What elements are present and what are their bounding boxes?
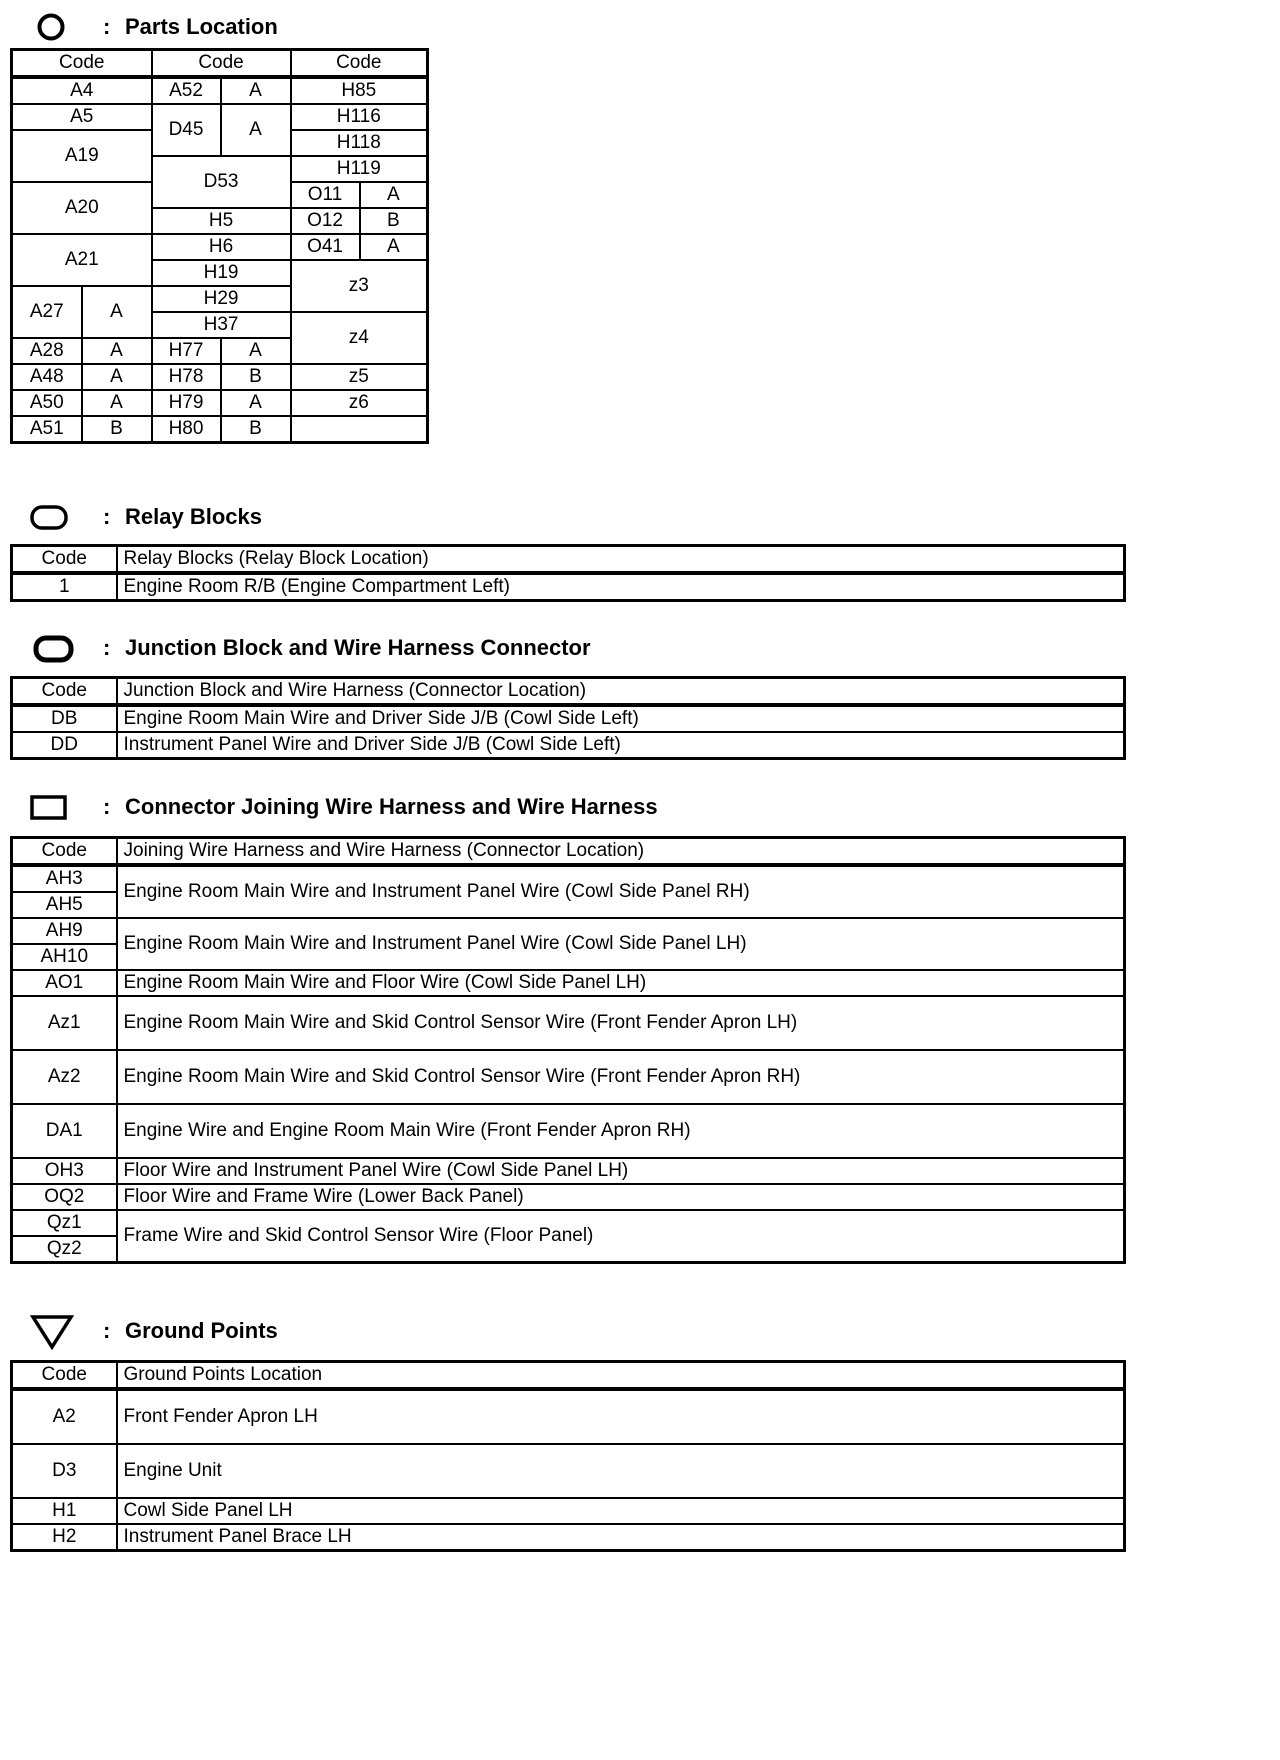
code-cell: H79 — [152, 390, 221, 416]
code-cell: Qz2 — [12, 1236, 117, 1263]
code-cell: H6 — [152, 234, 291, 260]
table-row — [12, 1498, 1125, 1524]
suffix-cell: A — [82, 390, 152, 416]
square-icon — [30, 794, 70, 822]
ground-points-header — [0, 1316, 600, 1346]
junction-block-header — [0, 633, 700, 663]
table-row — [12, 1389, 1125, 1444]
code-cell: A28 — [12, 338, 82, 364]
code-cell: A27 — [12, 286, 82, 338]
code-cell: AH10 — [12, 944, 117, 970]
section-title: Parts Location — [125, 14, 278, 39]
code-cell: DA1 — [12, 1104, 117, 1158]
suffix-cell: A — [221, 390, 291, 416]
relay-blocks-table — [10, 544, 1126, 602]
code-cell: DD — [12, 732, 117, 759]
table-row — [12, 865, 1125, 892]
code-cell: A50 — [12, 390, 82, 416]
code-cell: A51 — [12, 416, 82, 443]
header-cell: Code — [12, 546, 117, 574]
desc-cell: Cowl Side Panel LH — [117, 1498, 1125, 1524]
desc-cell: Engine Room Main Wire and Floor Wire (Cowl Side Panel LH) — [117, 970, 1125, 996]
triangle-down-icon — [30, 1314, 74, 1350]
relay-blocks-header — [0, 502, 600, 532]
section-colon: : — [103, 504, 111, 529]
table-row — [12, 1104, 1125, 1158]
desc-cell: Engine Room Main Wire and Skid Control Sensor Wire (Front Fender Apron RH) — [117, 1050, 1125, 1104]
section-title: Relay Blocks — [125, 504, 262, 529]
code-cell: D45 — [152, 104, 221, 156]
code-cell: A5 — [12, 104, 152, 130]
joining-connector-table — [10, 836, 1126, 1264]
header-cell: Code — [12, 838, 117, 866]
code-cell: A19 — [12, 130, 152, 182]
section-title: Ground Points — [125, 1318, 278, 1343]
table-row — [12, 1444, 1125, 1498]
desc-cell: Engine Wire and Engine Room Main Wire (Front Fender Apron RH) — [117, 1104, 1125, 1158]
section-colon: : — [103, 1318, 111, 1343]
desc-cell: Instrument Panel Wire and Driver Side J/B (Cowl Side Left) — [117, 732, 1125, 759]
suffix-cell: B — [221, 364, 291, 390]
desc-cell: Frame Wire and Skid Control Sensor Wire (Floor Panel) — [117, 1210, 1125, 1263]
code-cell: z5 — [291, 364, 428, 390]
suffix-cell: B — [221, 416, 291, 443]
desc-cell: Engine Room Main Wire and Driver Side J/B (Cowl Side Left) — [117, 705, 1125, 732]
code-cell: H85 — [291, 77, 428, 104]
code-cell: H78 — [152, 364, 221, 390]
code-cell: H37 — [152, 312, 291, 338]
code-cell: O12 — [291, 208, 360, 234]
suffix-cell: A — [221, 77, 291, 104]
header-cell: Code — [152, 50, 291, 78]
empty-cell — [291, 416, 428, 443]
suffix-cell: B — [82, 416, 152, 443]
desc-cell: Instrument Panel Brace LH — [117, 1524, 1125, 1551]
code-cell: Az2 — [12, 1050, 117, 1104]
code-cell: OQ2 — [12, 1184, 117, 1210]
suffix-cell: A — [82, 364, 152, 390]
code-cell: A20 — [12, 182, 152, 234]
header-cell: Joining Wire Harness and Wire Harness (Connector Location) — [117, 838, 1125, 866]
code-cell: H1 — [12, 1498, 117, 1524]
desc-cell: Engine Room R/B (Engine Compartment Left) — [117, 573, 1125, 601]
section-colon: : — [103, 14, 111, 39]
desc-cell: Engine Unit — [117, 1444, 1125, 1498]
table-row — [12, 1210, 1125, 1236]
header-cell: Junction Block and Wire Harness (Connector Location) — [117, 678, 1125, 706]
code-cell: D3 — [12, 1444, 117, 1498]
desc-cell: Engine Room Main Wire and Instrument Panel Wire (Cowl Side Panel LH) — [117, 918, 1125, 970]
header-cell: Code — [291, 50, 428, 78]
table-row — [12, 918, 1125, 944]
table-row — [12, 1524, 1125, 1551]
code-cell: A4 — [12, 77, 152, 104]
code-cell: O11 — [291, 182, 360, 208]
parts-location-table — [10, 48, 429, 444]
table-row — [12, 1158, 1125, 1184]
header-cell: Code — [12, 1362, 117, 1390]
code-cell: H118 — [291, 130, 428, 156]
code-cell: H2 — [12, 1524, 117, 1551]
code-cell: H5 — [152, 208, 291, 234]
suffix-cell: B — [360, 208, 428, 234]
code-cell: A2 — [12, 1389, 117, 1444]
bold-rounded-rect-icon — [33, 634, 75, 664]
code-cell: OH3 — [12, 1158, 117, 1184]
section-colon: : — [103, 635, 111, 660]
desc-cell: Floor Wire and Frame Wire (Lower Back Panel) — [117, 1184, 1125, 1210]
joining-connector-header — [0, 792, 800, 822]
code-cell: H119 — [291, 156, 428, 182]
code-cell: A52 — [152, 77, 221, 104]
code-cell: H116 — [291, 104, 428, 130]
code-cell: H77 — [152, 338, 221, 364]
code-cell: AH9 — [12, 918, 117, 944]
suffix-cell: A — [221, 104, 291, 156]
code-cell: H29 — [152, 286, 291, 312]
suffix-cell: A — [360, 182, 428, 208]
table-row — [12, 573, 1125, 601]
suffix-cell: A — [221, 338, 291, 364]
code-cell: D53 — [152, 156, 291, 208]
section-title: Junction Block and Wire Harness Connector — [125, 635, 591, 660]
section-colon: : — [103, 794, 111, 819]
code-cell: AH3 — [12, 865, 117, 892]
table-row — [12, 996, 1125, 1050]
code-cell: DB — [12, 705, 117, 732]
table-header-row — [12, 50, 428, 78]
code-cell: A21 — [12, 234, 152, 286]
header-cell: Relay Blocks (Relay Block Location) — [117, 546, 1125, 574]
table-row — [12, 970, 1125, 996]
code-cell: AO1 — [12, 970, 117, 996]
suffix-cell: A — [82, 338, 152, 364]
junction-block-table — [10, 676, 1126, 760]
suffix-cell: A — [360, 234, 428, 260]
header-cell: Code — [12, 50, 152, 78]
code-cell: H19 — [152, 260, 291, 286]
rounded-rect-icon — [30, 504, 70, 532]
code-cell: z4 — [291, 312, 428, 364]
code-cell: 1 — [12, 573, 117, 601]
table-row — [12, 705, 1125, 732]
header-cell: Ground Points Location — [117, 1362, 1125, 1390]
table-row — [12, 732, 1125, 759]
desc-cell: Engine Room Main Wire and Instrument Panel Wire (Cowl Side Panel RH) — [117, 865, 1125, 918]
code-cell: AH5 — [12, 892, 117, 918]
code-cell: Qz1 — [12, 1210, 117, 1236]
code-cell: O41 — [291, 234, 360, 260]
suffix-cell: A — [82, 286, 152, 338]
code-cell: Az1 — [12, 996, 117, 1050]
code-cell: A48 — [12, 364, 82, 390]
parts-location-header — [0, 12, 600, 42]
code-cell: z6 — [291, 390, 428, 416]
section-title: Connector Joining Wire Harness and Wire Harness — [125, 794, 658, 819]
desc-cell: Floor Wire and Instrument Panel Wire (Cowl Side Panel LH) — [117, 1158, 1125, 1184]
table-row — [12, 1050, 1125, 1104]
ground-points-table — [10, 1360, 1126, 1552]
circle-icon — [36, 12, 66, 42]
code-cell: z3 — [291, 260, 428, 312]
desc-cell: Front Fender Apron LH — [117, 1389, 1125, 1444]
desc-cell: Engine Room Main Wire and Skid Control Sensor Wire (Front Fender Apron LH) — [117, 996, 1125, 1050]
header-cell: Code — [12, 678, 117, 706]
table-row — [12, 1184, 1125, 1210]
code-cell: H80 — [152, 416, 221, 443]
